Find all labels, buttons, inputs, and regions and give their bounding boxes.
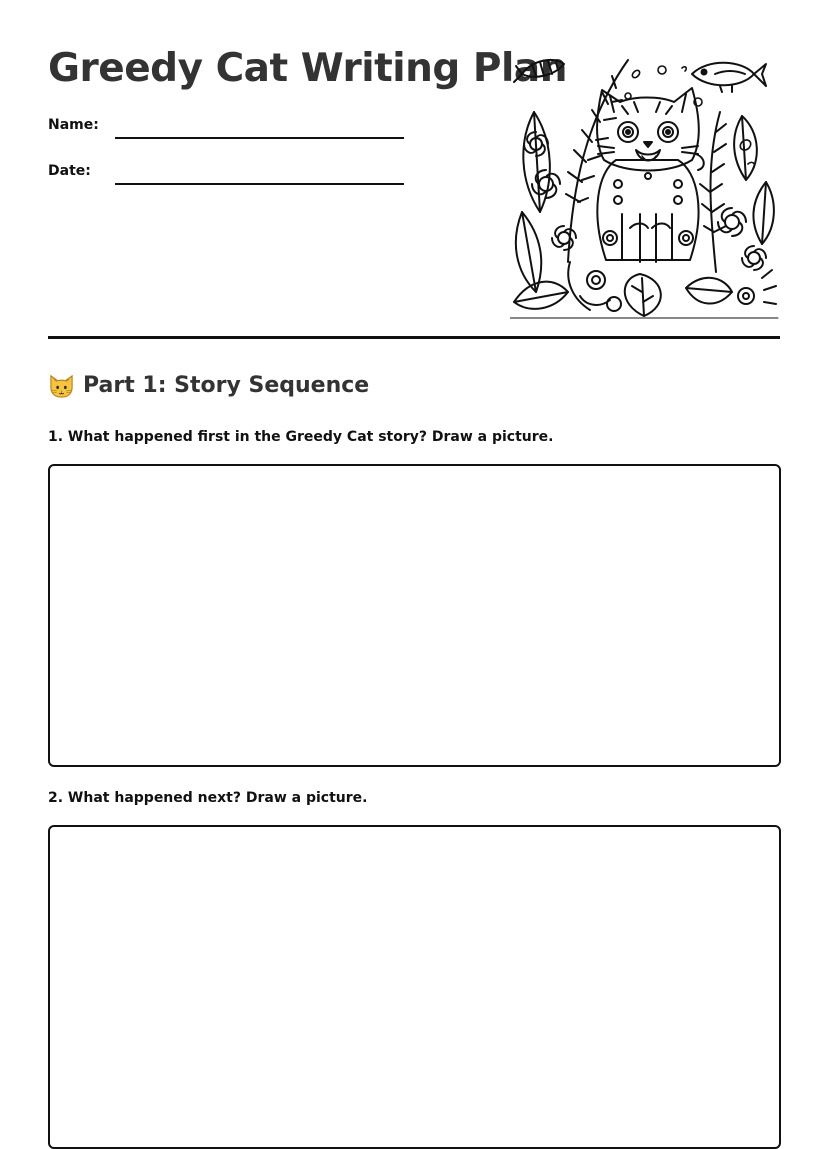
question-1: 1. What happened first in the Greedy Cat story? Draw a picture. xyxy=(48,429,554,445)
cat-face-emoji-icon xyxy=(48,372,75,399)
date-field[interactable] xyxy=(48,163,408,187)
cat-head-icon xyxy=(597,88,704,171)
section-divider xyxy=(48,336,780,339)
flowers-left-icon xyxy=(524,132,576,250)
drawing-box-1[interactable] xyxy=(48,464,781,767)
name-write-line[interactable] xyxy=(115,137,404,139)
greedy-cat-illustration-icon xyxy=(510,52,780,320)
cat-body-icon xyxy=(597,160,698,262)
fern-right-icon xyxy=(700,112,774,272)
name-field[interactable] xyxy=(48,117,408,141)
date-label: Date: xyxy=(48,163,91,179)
question-2: 2. What happened next? Draw a picture. xyxy=(48,790,368,806)
name-label: Name: xyxy=(48,117,99,133)
section-heading-part1 xyxy=(48,372,369,399)
section-heading-text: Part 1: Story Sequence xyxy=(83,373,370,398)
bottom-foliage-icon xyxy=(510,262,778,318)
page-title: Greedy Cat Writing Plan xyxy=(48,46,567,91)
drawing-box-2[interactable] xyxy=(48,825,781,1149)
date-write-line[interactable] xyxy=(115,183,404,185)
fish-right-icon xyxy=(692,63,766,92)
fish-left-icon xyxy=(514,60,564,82)
